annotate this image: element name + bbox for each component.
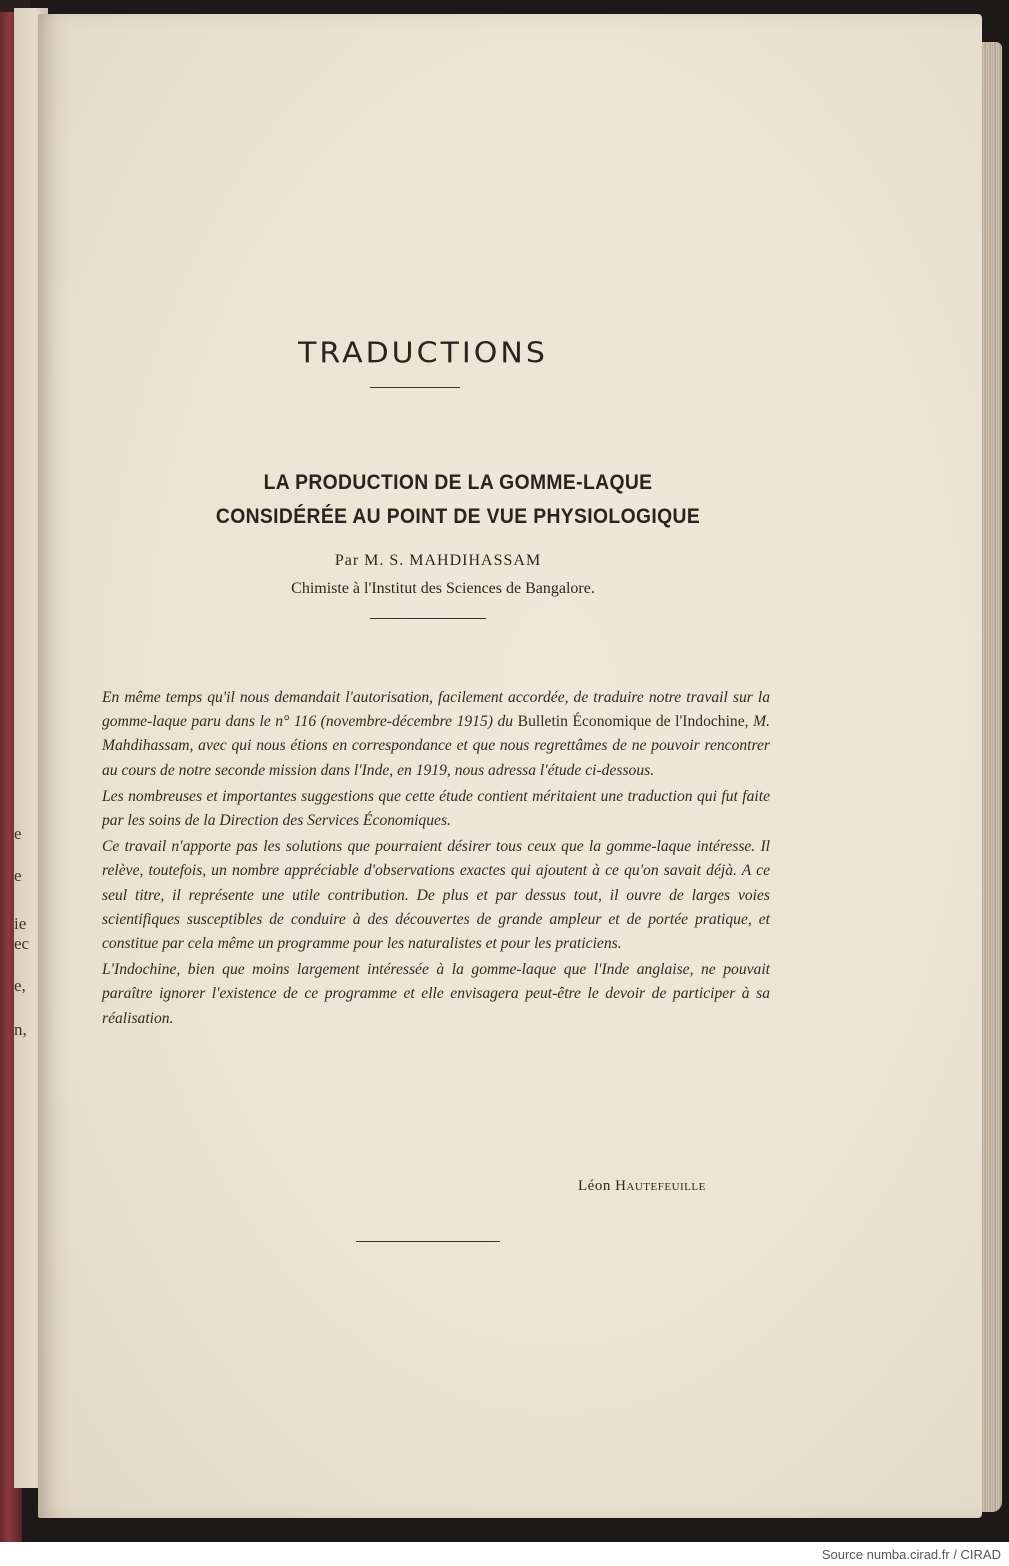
section-heading: TRADUCTIONS [298,336,548,371]
paragraph-1-start: En même temps qu'il nous demandait l'autorisation, facilement accordée, de traduire notre travail sur la gomme-laque paru dans le n° 116 (novembre-décembre 1915) du [102,689,770,731]
signature [578,1178,706,1195]
paragraph-1 [102,686,770,783]
facing-page-fragment: ec [14,934,30,953]
bulletin-name: Bulletin Économique de l'Indochine, [517,713,749,731]
signature-first-name: Léon [578,1178,611,1194]
facing-page-fragment: ie [14,914,27,933]
closing-divider [356,1241,500,1242]
facing-page-fragment: e [14,866,22,885]
facing-page-fragment: n, [14,1020,27,1039]
article-author: Par M. S. MAHDIHASSAM [334,552,542,569]
author-affiliation: Chimiste à l'Institut des Sciences de Bangalore. [291,580,595,597]
document-page [38,14,982,1518]
facing-page-fragment: e [14,824,22,843]
paragraph-2: Les nombreuses et importantes suggestions que cette étude contient méritaient une traduction qui fut faite par les soins de la Direction des Services Économiques. [102,787,770,830]
paragraph-1-end: M. Mahdihassam, avec qui nous étions en correspondance et que nous regrettâmes de ne pouvoir rencontrer au cours de notre seconde mission dans l'Inde, en 1919, nous adressa l'étude ci-dessous. [102,713,770,779]
source-credit: Source numba.cirad.fr / CIRAD [821,1547,1001,1562]
heading-divider [370,387,460,388]
article-title [145,466,771,534]
facing-page-fragment: e, [14,976,26,995]
paragraph-4: L'Indochine, bien que moins largement intéressée à la gomme-laque que l'Inde anglaise, ne pouvait paraître ignorer l'existence de ce programme et elle envisagera peut-être le devoir de participer à sa réalisation. [102,961,770,1027]
page-content [38,14,982,1518]
paragraph-3: Ce travail n'apporte pas les solutions que pourraient désirer tous ceux que la gomme-laque intéresse. Il relève, toutefois, un nombre appréciable d'observations exactes qui ajoutent à ce qu'on savait déjà. A ce seul titre, il représente une utile contribution. De plus et par dessus tout, il ouvre de larges voies scientifiques susceptibles de conduire à des découvertes de grande ampleur et de portée pratique, et constitue par cela même un programme pour les naturalistes et pour les praticiens. [102,838,770,953]
article-title-line-2: CONSIDÉRÉE AU POINT DE VUE PHYSIOLOGIQUE [215,505,701,528]
article-title-line-1: LA PRODUCTION DE LA GOMME-LAQUE [263,471,653,494]
introduction-text [102,686,770,1033]
signature-last-name: Hautefeuille [615,1178,706,1194]
author-divider [370,618,486,619]
